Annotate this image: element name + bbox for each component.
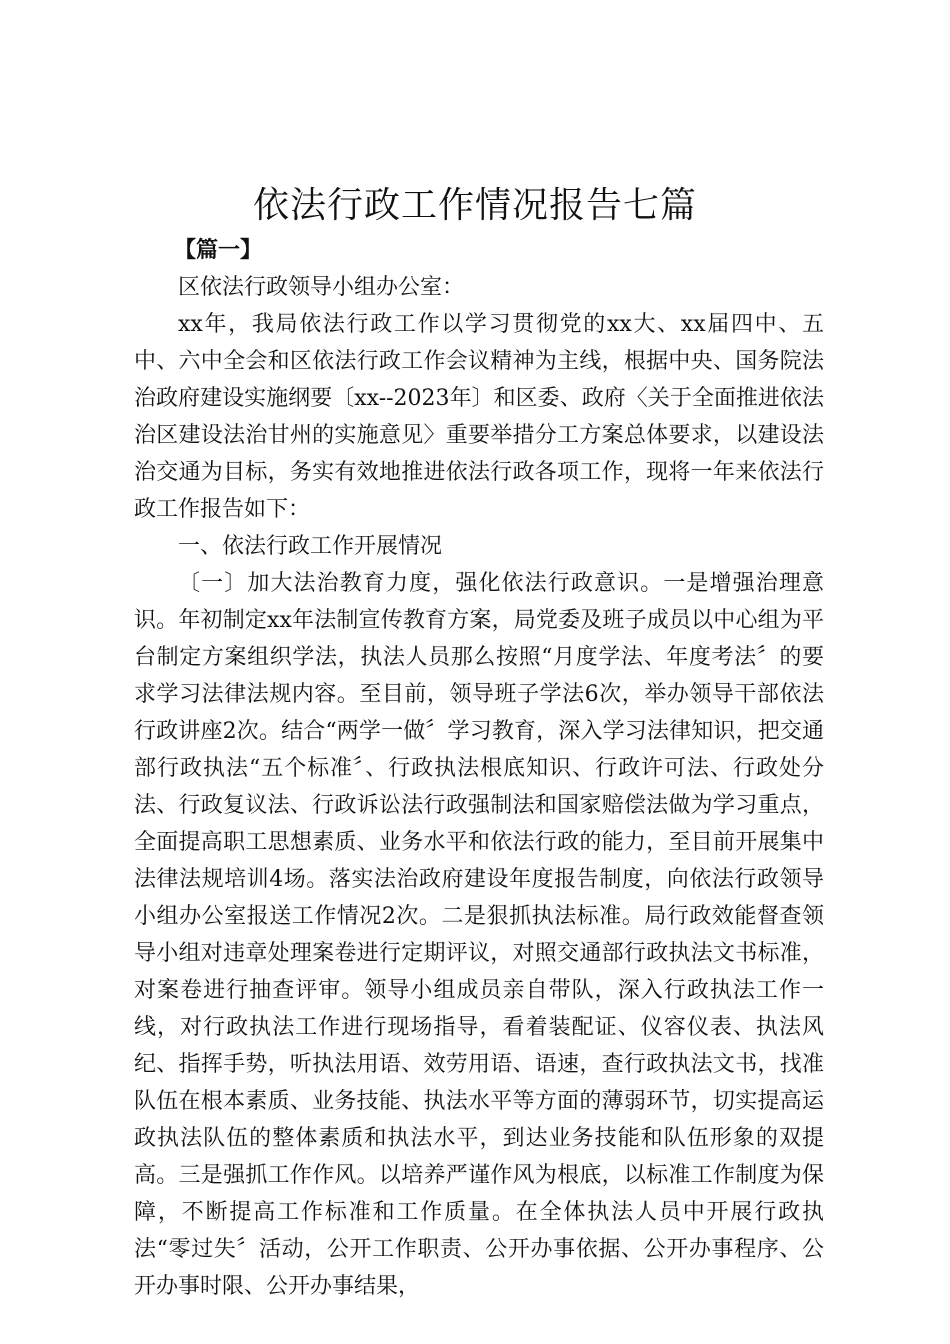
document-body: [134, 232, 824, 1305]
intro-paragraph: xx年，我局依法行政工作以学习贯彻党的xx大、xx届四中、五中、六中全会和区依法行政工作会议精神为主线，根据中央、国务院法治政府建设实施纲要〔xx--2023年〕和区委、政府〈关于全面推进依法治区建设法治甘州的实施意见〉重要举措分工方案总体要求，以建设法治交通为目标，务实有效地推进依法行政各项工作，现将一年来依法行政工作报告如下：: [134, 312, 824, 522]
section-heading: 一、依法行政工作开展情况: [178, 534, 443, 559]
document-title: 依法行政工作情况报告七篇: [252, 185, 697, 226]
section-marker: 【篇一】: [174, 237, 263, 263]
addressee: 区依法行政领导小组办公室：: [178, 275, 465, 300]
body-paragraph: 〔一〕加大法治教育力度，强化依法行政意识。一是增强治理意识。年初制定xx年法制宣传教育方案，局党委及班子成员以中心组为平台制定方案组织学法，执法人员那么按照“月度学法、年度考法〞的要求学习法律法规内容。至目前，领导班子学法6次，举办领导干部依法行政讲座2次。结合“两学一做〞学习教育，深入学习法律知识，把交通部行政执法“五个标准〞、行政执法根底知识、行政许可法、行政处分法、行政复议法、行政诉讼法行政强制法和国家赔偿法做为学习重点，全面提高职工思想素质、业务水平和依法行政的能力，至目前开展集中法律法规培训4场。落实法治政府建设年度报告制度，向依法行政领导小组办公室报送工作情况2次。二是狠抓执法标准。局行政效能督查领导小组对违章处理案卷进行定期评议，对照交通部行政执法文书标准，对案卷进行抽查评审。领导小组成员亲自带队，深入行政执法工作一线，对行政执法工作进行现场指导，看着装配证、仪容仪表、执法风纪、指挥手势，听执法用语、效劳用语、语速，查行政执法文书，找准队伍在根本素质、业务技能、执法水平等方面的薄弱环节，切实提高运政执法队伍的整体素质和执法水平，到达业务技能和队伍形象的双提高。三是强抓工作作风。以培养严谨作风为根底，以标准工作制度为保障，不断提高工作标准和工作质量。在全体执法人员中开展行政执法“零过失〞活动，公开工作职责、公开办事依据、公开办事程序、公开办事时限、公开办事结果，: [134, 571, 824, 1299]
